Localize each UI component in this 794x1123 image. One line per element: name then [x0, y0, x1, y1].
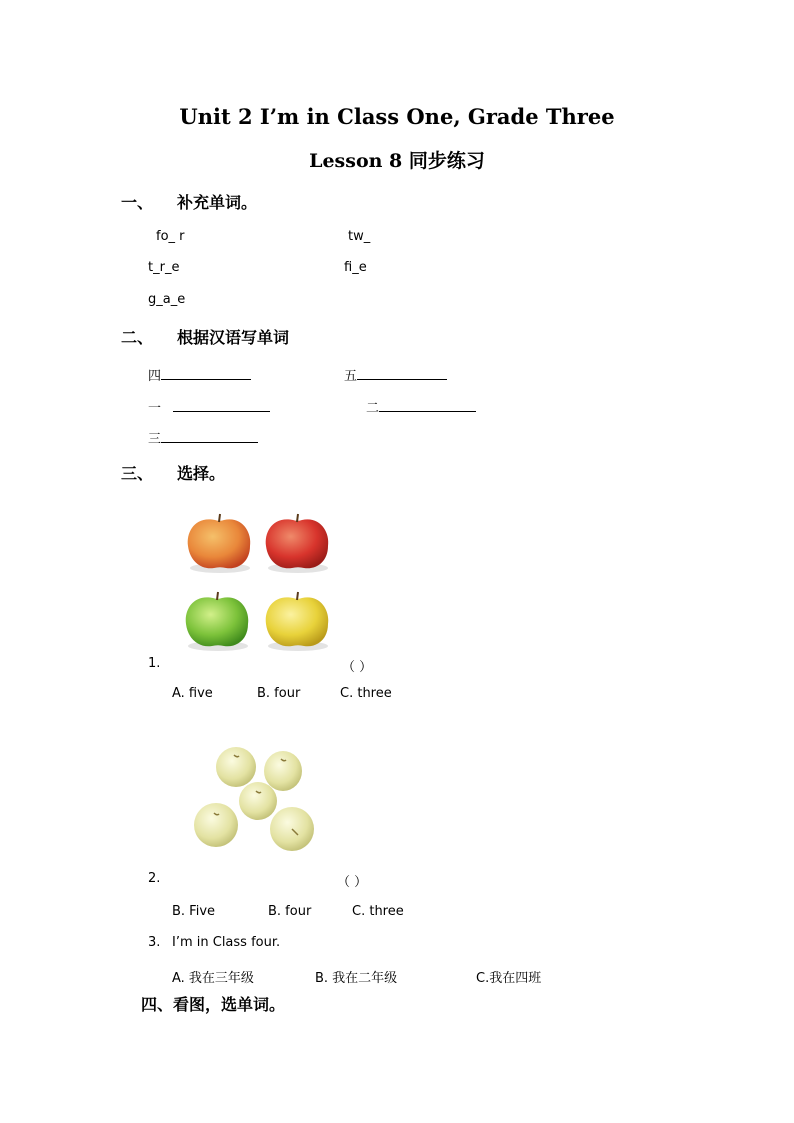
translate-item [148, 397, 270, 416]
option-c[interactable]: C. three [352, 904, 404, 919]
question-1-number: 1. [148, 656, 161, 671]
question-1-answer-paren[interactable]: （ ） [342, 660, 373, 675]
apple-yellow [266, 592, 329, 651]
option-b[interactable]: B. four [257, 686, 301, 701]
translate-prompt: 三 [148, 432, 162, 447]
question-2-answer-paren[interactable]: （ ） [337, 875, 368, 890]
section3-number: 三、 [121, 464, 154, 483]
word-item: t_r_e [148, 260, 180, 275]
answer-blank[interactable] [161, 428, 258, 443]
translate-prompt: 五 [344, 369, 358, 384]
translate-prompt: 一 [148, 401, 162, 416]
translate-item [148, 365, 251, 384]
section3-heading: 选择。 [177, 464, 226, 483]
section4-heading: 四、看图，选单词。 [141, 995, 286, 1014]
four-apples-image [180, 510, 340, 655]
translate-item [148, 428, 258, 447]
question-3-number: 3. [148, 935, 161, 950]
translate-prompt: 四 [148, 369, 162, 384]
apple-pale-4 [194, 803, 238, 847]
option-b[interactable]: B. four [268, 904, 312, 919]
word-item: g_a_e [148, 292, 186, 307]
question-2-number: 2. [148, 871, 161, 886]
translate-prompt: 二 [366, 401, 380, 416]
option-c[interactable]: C.我在四班 [476, 971, 542, 986]
apple-pale-2 [264, 751, 302, 791]
section2-heading: 根据汉语写单词 [177, 328, 290, 347]
apple-pale-1 [216, 747, 256, 787]
apple-pale-3 [239, 782, 277, 820]
apple-orange [188, 514, 251, 573]
word-item: fi_e [344, 260, 367, 275]
five-apples-image [188, 745, 323, 855]
section1-heading: 补充单词。 [177, 193, 258, 212]
question-3-text: I’m in Class four. [172, 935, 281, 950]
word-item: fo_ r [156, 229, 185, 244]
answer-blank[interactable] [379, 397, 476, 412]
translate-item [366, 397, 476, 416]
apple-green [186, 592, 249, 651]
section1-number: 一、 [121, 193, 154, 212]
page-title: Unit 2 I’m in Class One, Grade Three [179, 104, 615, 129]
answer-blank[interactable] [173, 397, 270, 412]
section2-number: 二、 [121, 328, 154, 347]
option-b[interactable]: B. 我在二年级 [315, 971, 398, 986]
answer-blank[interactable] [161, 365, 251, 380]
option-a[interactable]: A. five [172, 686, 213, 701]
answer-blank[interactable] [357, 365, 447, 380]
apple-red [266, 514, 329, 573]
option-c[interactable]: C. three [340, 686, 392, 701]
word-item: tw_ [348, 229, 371, 244]
option-a[interactable]: B. Five [172, 904, 216, 919]
apple-pale-5 [270, 807, 314, 851]
page-subtitle: Lesson 8 同步练习 [309, 150, 485, 172]
option-a[interactable]: A. 我在三年级 [172, 971, 254, 986]
translate-item [344, 365, 447, 384]
